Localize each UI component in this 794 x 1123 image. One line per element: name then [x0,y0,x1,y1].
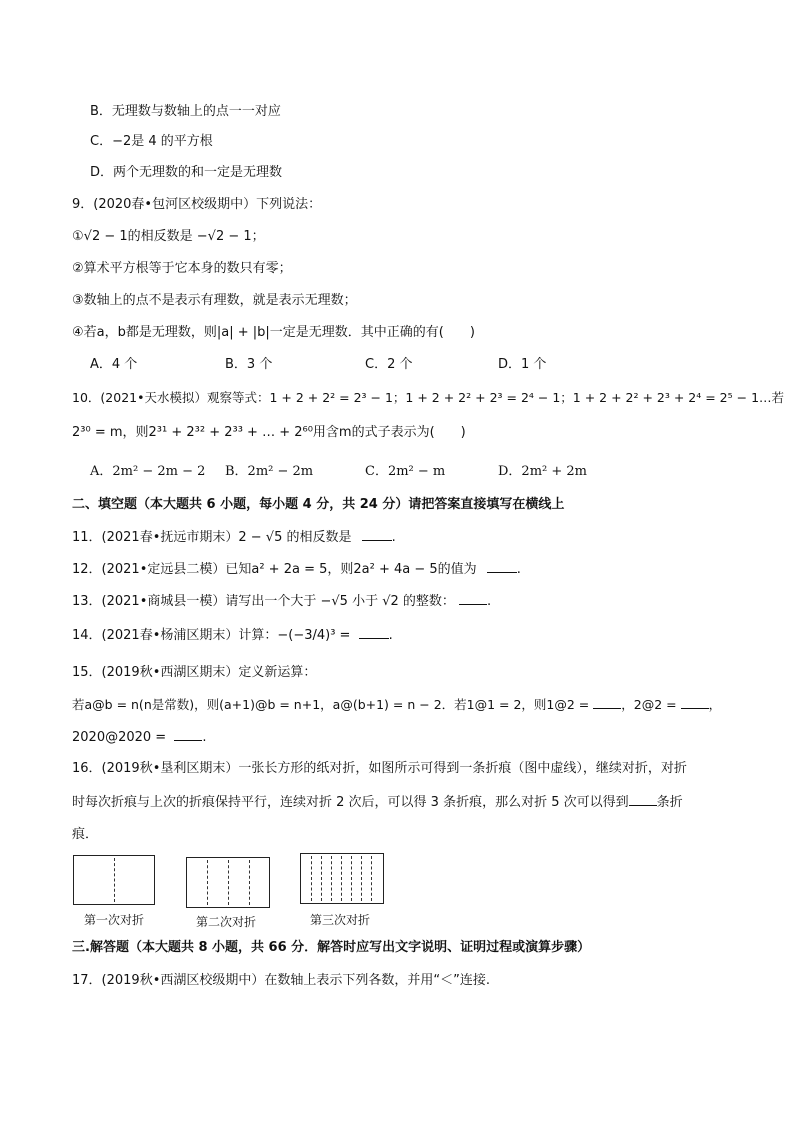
q13-text: 13．(2021•商城县一模）请写出一个大于 −√5 小于 √2 的整数： [72,594,455,609]
fold-figure-3 [300,853,384,904]
q9-option-b: B．3 个 [225,357,273,372]
q13-answer-blank [459,592,487,605]
q12-answer-blank [487,560,517,573]
q9-statement-3: ③数轴上的点不是表示有理数，就是表示无理数； [72,293,357,308]
q8-option-b: B．无理数与数轴上的点一一对应 [90,104,281,119]
q15-answer-blank-2 [681,696,709,709]
q12-text: 12．(2021•定远县二模）已知a² + 2a = 5，则2a² + 4a − 5的值为 [72,562,477,577]
crease-line [351,856,352,901]
q15-answer-blank-1 [593,696,621,709]
q15-line2-text: 2020@2020 = [72,730,167,745]
q15-line1-text-b: ，2@2 = [621,697,677,712]
q16-answer-blank [629,793,657,806]
q16-line2-text-b: 条折 [656,795,683,810]
q8-option-d: D．两个无理数的和一定是无理数 [90,165,283,180]
fold-figure-2 [186,857,270,908]
q16-stem-line3: 痕． [72,827,99,842]
q15-answer-blank-3 [174,728,202,741]
fold-caption-1: 第一次对折 [84,913,145,927]
q9-option-d: D．1 个 [498,357,547,372]
q12-stem: 12．(2021•定远县二模）已知a² + 2a = 5，则2a² + 4a − 5的值为 . [72,562,521,577]
crease-line [228,860,229,905]
q17-stem: 17．(2019秋•西湖区校级期中）在数轴上表示下列各数，并用“＜”连接. [72,973,490,988]
section-2-heading: 二、填空题（本大题共 6 小题，每小题 4 分，共 24 分）请把答案直接填写在横线上 [72,497,565,512]
fold-figure-1 [73,855,155,905]
q15-line-2: 2020@2020 = . [72,730,207,745]
q13-stem: 13．(2021•商城县一模）请写出一个大于 −√5 小于 √2 的整数： . [72,594,492,609]
q9-option-c: C．2 个 [365,357,413,372]
q9-stem: 9．(2020春•包河区校级期中）下列说法： [72,197,322,212]
crease-line [321,856,322,901]
q10-stem-line1: 10．(2021•天水模拟）观察等式：1 + 2 + 2² = 2³ − 1；1 + 2 + 2² + 2³ = 2⁴ − 1；1 + 2 + 2² + 2³ + 2⁴ = 2⁵ − 1…若 [72,390,785,405]
crease-line [371,856,372,901]
crease-line [311,856,312,901]
q15-line-1: 若a@b = n(n是常数)，则(a+1)@b = n+1，a@(b+1) = n − 2．若1@1 = 2，则1@2 = ，2@2 = ， [72,697,722,712]
q9-option-a: A．4 个 [90,357,138,372]
crease-line [361,856,362,901]
q10-stem-line2: 2³⁰ = m，则2³¹ + 2³² + 2³³ + … + 2⁶⁰用含m的式子表示为( ) [72,425,466,440]
crease-line [249,860,250,905]
q11-text: 11．(2021春•抚远市期末）2 − √5 的相反数是 [72,530,352,545]
q15-stem: 15．(2019秋•西湖区期末）定义新运算： [72,665,317,680]
q15-line1-text: 若a@b = n(n是常数)，则(a+1)@b = n+1，a@(b+1) = n − 2．若1@1 = 2，则1@2 = [72,697,590,712]
crease-line [341,856,342,901]
fold-caption-2: 第二次对折 [196,915,257,929]
q9-statement-4: ④若a，b都是无理数，则|a| + |b|一定是无理数．其中正确的有( ) [72,325,475,340]
section-3-heading: 三.解答题（本大题共 8 小题，共 66 分．解答时应写出文字说明、证明过程或演算步骤） [72,940,591,955]
q11-stem: 11．(2021春•抚远市期末）2 − √5 的相反数是 . [72,530,396,545]
q10-option-c: C．2m² − m [365,464,446,479]
q10-option-a: A．2m² − 2m − 2 [90,464,206,479]
crease-line [331,856,332,901]
q14-text: 14．(2021春•杨浦区期末）计算：−(−3/4)³ = [72,628,351,643]
q14-answer-blank [359,626,389,639]
fold-caption-3: 第三次对折 [310,913,371,927]
crease-line [114,858,115,902]
q8-option-c: C．−2是 4 的平方根 [90,134,213,149]
q11-answer-blank [362,528,392,541]
q9-statement-2: ②算术平方根等于它本身的数只有零； [72,261,292,276]
q10-option-d: D．2m² + 2m [498,464,587,479]
q16-stem-line2 [72,793,683,812]
q16-stem-line1: 16．(2019秋•垦利区期末）一张长方形的纸对折，如图所示可得到一条折痕（图中虚线），继续对折，对折 [72,761,687,776]
q16-line2-text: 时每次折痕与上次的折痕保持平行，连续对折 2 次后，可以得 3 条折痕，那么对折 5 次可以得到 [72,795,629,810]
q10-option-b: B．2m² − 2m [225,464,314,479]
q9-statement-1: ①√2 − 1的相反数是 −√2 − 1； [72,229,265,244]
q14-stem: 14．(2021春•杨浦区期末）计算：−(−3/4)³ = . [72,628,393,643]
crease-line [207,860,208,905]
